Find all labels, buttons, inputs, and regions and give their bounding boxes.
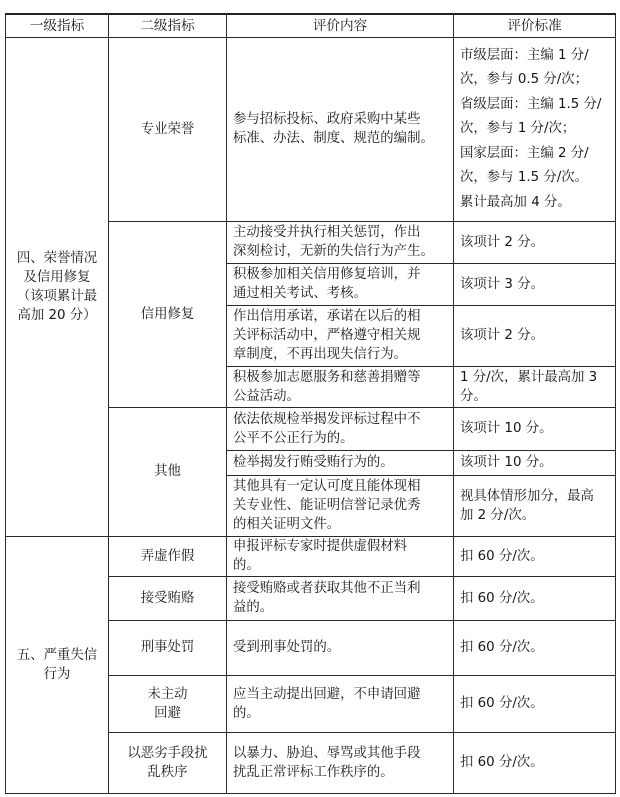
other-label: 其他: [109, 408, 227, 537]
header-standard: 评价标准: [454, 14, 616, 38]
honor-label: 专业荣誉: [109, 38, 227, 222]
header-level1: 一级指标: [6, 14, 109, 38]
other-content: 检举揭发行贿受贿行为的。: [227, 450, 454, 475]
severe-content: 受到刑事处罚的。: [227, 620, 454, 675]
credit-standard: 该项计 3 分。: [454, 264, 616, 305]
honor-content: 参与招标投标、政府采购中某些 标准、办法、制度、规范的编制。: [227, 38, 454, 222]
evaluation-table: [5, 13, 616, 794]
credit-content: 作出信用承诺，承诺在以后的相 关评标活动中，严格遵守相关规 章制度，不再出现失信行为。: [227, 305, 454, 366]
other-content: 依法依规检举揭发评标过程中不 公平不公正行为的。: [227, 408, 454, 451]
credit-standard: 该项计 2 分。: [454, 305, 616, 366]
other-standard: 视具体情形加分，最高 加 2 分/次。: [454, 475, 616, 536]
table-row: [6, 536, 616, 576]
severe-label: 未主动 回避: [109, 675, 227, 732]
severe-label: 接受贿赂: [109, 577, 227, 621]
section5-title: 五、严重失信 行为: [6, 536, 109, 793]
credit-content: 积极参加相关信用修复培训，并 通过相关考试、考核。: [227, 264, 454, 305]
severe-standard: 扣 60 分/次。: [454, 577, 616, 621]
header-content: 评价内容: [227, 14, 454, 38]
severe-content: 接受贿赂或者获取其他不正当利 益的。: [227, 577, 454, 621]
section4-title: 四、荣誉情况 及信用修复 （该项累计最 高加 20 分）: [6, 38, 109, 537]
other-standard: 该项计 10 分。: [454, 450, 616, 475]
severe-label: 弄虚作假: [109, 536, 227, 576]
severe-standard: 扣 60 分/次。: [454, 732, 616, 793]
severe-content: 以暴力、胁迫、辱骂或其他手段 扰乱正常评标工作秩序的。: [227, 732, 454, 793]
table-row: [6, 38, 616, 222]
credit-content: 积极参加志愿服务和慈善捐赠等 公益活动。: [227, 366, 454, 407]
honor-standard: 市级层面：主编 1 分/ 次，参与 0.5 分/次； 省级层面：主编 1.5 分/ 次，参与 1 分/次； 国家层面：主编 2 分/ 次，参与 1.5 分/次。 累计最高加 4 分。: [454, 38, 616, 222]
header-row: [6, 14, 616, 38]
credit-content: 主动接受并执行相关惩罚，作出 深刻检讨，无新的失信行为产生。: [227, 221, 454, 264]
severe-standard: 扣 60 分/次。: [454, 620, 616, 675]
severe-standard: 扣 60 分/次。: [454, 675, 616, 732]
other-content: 其他具有一定认可度且能体现相 关专业性、能证明信誉记录优秀 的相关证明文件。: [227, 475, 454, 536]
severe-standard: 扣 60 分/次。: [454, 536, 616, 576]
credit-standard: 1 分/次，累计最高加 3 分。: [454, 366, 616, 407]
severe-content: 申报评标专家时提供虚假材料 的。: [227, 536, 454, 576]
severe-content: 应当主动提出回避，不申请回避 的。: [227, 675, 454, 732]
severe-label: 刑事处罚: [109, 620, 227, 675]
severe-label: 以恶劣手段扰 乱秩序: [109, 732, 227, 793]
other-standard: 该项计 10 分。: [454, 408, 616, 451]
header-level2: 二级指标: [109, 14, 227, 38]
credit-label: 信用修复: [109, 221, 227, 408]
credit-standard: 该项计 2 分。: [454, 221, 616, 264]
